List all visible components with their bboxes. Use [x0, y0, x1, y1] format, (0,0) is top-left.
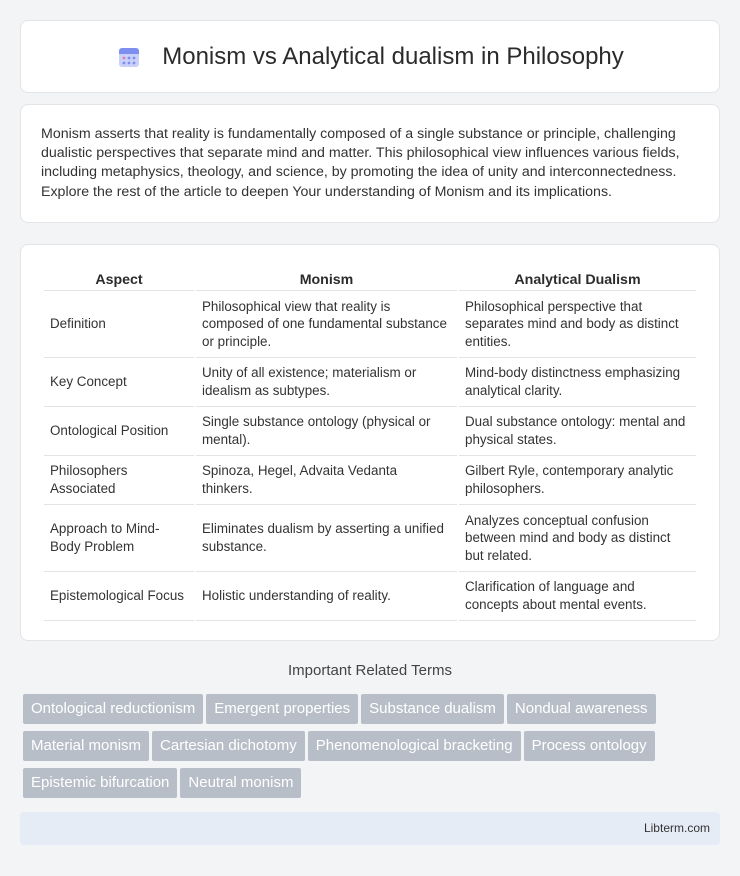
related-term-tag[interactable]: Material monism — [23, 731, 149, 761]
intro-card — [20, 104, 720, 223]
cell-dualism: Dual substance ontology: mental and physical states. — [459, 407, 696, 456]
related-term-tag[interactable]: Emergent properties — [206, 694, 358, 724]
related-terms-list — [23, 694, 723, 805]
cell-monism: Holistic understanding of reality. — [196, 572, 457, 621]
header-analytical-dualism: Analytical Dualism — [459, 265, 696, 291]
related-term-tag[interactable]: Cartesian dichotomy — [152, 731, 305, 761]
cell-monism: Single substance ontology (physical or mental). — [196, 407, 457, 456]
comparison-table — [42, 265, 698, 621]
table-row — [44, 505, 696, 572]
cell-monism: Eliminates dualism by asserting a unified substance. — [196, 505, 457, 572]
cell-dualism: Gilbert Ryle, contemporary analytic philosophers. — [459, 456, 696, 505]
cell-aspect: Philosophers Associated — [44, 456, 194, 505]
cell-aspect: Epistemological Focus — [44, 572, 194, 621]
calendar-icon — [116, 44, 142, 70]
cell-aspect: Ontological Position — [44, 407, 194, 456]
related-terms-heading: Important Related Terms — [288, 662, 452, 679]
cell-dualism: Philosophical perspective that separates mind and body as distinct entities. — [459, 291, 696, 358]
cell-dualism: Analyzes conceptual confusion between mind and body as distinct but related. — [459, 505, 696, 572]
cell-aspect: Key Concept — [44, 358, 194, 407]
cell-aspect: Approach to Mind-Body Problem — [44, 505, 194, 572]
header-monism: Monism — [196, 265, 457, 291]
cell-aspect: Definition — [44, 291, 194, 358]
related-term-tag[interactable]: Substance dualism — [361, 694, 504, 724]
table-row — [44, 407, 696, 456]
table-header-row — [44, 265, 696, 291]
related-term-tag[interactable]: Phenomenological bracketing — [308, 731, 521, 761]
comparison-card — [20, 244, 720, 641]
related-term-tag[interactable]: Ontological reductionism — [23, 694, 203, 724]
cell-dualism: Clarification of language and concepts about mental events. — [459, 572, 696, 621]
related-term-tag[interactable]: Neutral monism — [180, 768, 301, 798]
header-aspect: Aspect — [44, 265, 194, 291]
table-row — [44, 456, 696, 505]
cell-monism: Spinoza, Hegel, Advaita Vedanta thinkers. — [196, 456, 457, 505]
page-title: Monism vs Analytical dualism in Philosophy — [162, 42, 624, 70]
related-term-tag[interactable]: Nondual awareness — [507, 694, 656, 724]
footer — [20, 812, 720, 845]
cell-monism: Philosophical view that reality is composed of one fundamental substance or principle. — [196, 291, 457, 358]
table-row — [44, 572, 696, 621]
table-row — [44, 291, 696, 358]
table-row — [44, 358, 696, 407]
related-term-tag[interactable]: Process ontology — [524, 731, 655, 761]
related-term-tag[interactable]: Epistemic bifurcation — [23, 768, 177, 798]
cell-dualism: Mind-body distinctness emphasizing analytical clarity. — [459, 358, 696, 407]
intro-paragraph: Monism asserts that reality is fundamentally composed of a single substance or principle, challenging dualistic perspectives that separate mind and matter. This philosophical view influences various fields, including metaphysics, theology, and science, by promoting the idea of unity and interconnectedness. Explore the rest of the article to deepen Your understanding of Monism and its implications. — [41, 126, 680, 200]
cell-monism: Unity of all existence; materialism or idealism as subtypes. — [196, 358, 457, 407]
title-card — [20, 20, 720, 93]
footer-site-link[interactable]: Libterm.com — [643, 821, 710, 835]
